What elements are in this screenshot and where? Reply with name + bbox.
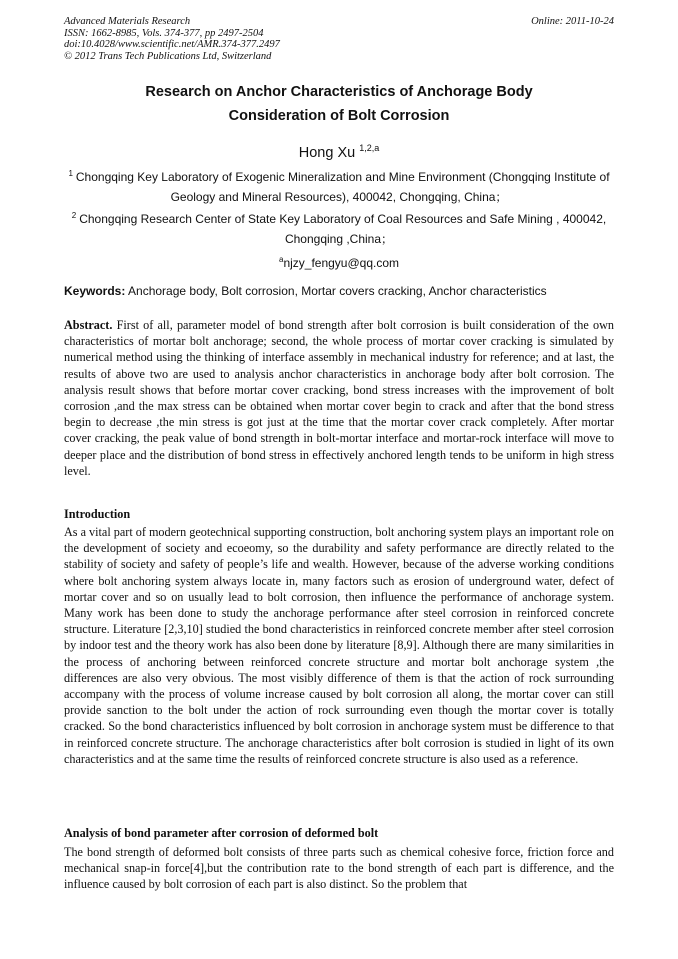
affiliation-2-text: Chongqing Research Center of State Key Laboratory of Coal Resources and Safe Mining , 400042, Chongqing ,China；	[79, 212, 607, 246]
email-address: njzy_fengyu@qq.com	[283, 256, 400, 270]
issn-line: ISSN: 1662-8985, Vols. 374-377, pp 2497-2504	[64, 27, 264, 39]
affiliation-1	[64, 164, 614, 207]
affiliation-1-text: Chongqing Key Laboratory of Exogenic Mineralization and Mine Environment (Chongqing Institute of Geology and Mineral Resources), 400042, Chongqing, China；	[75, 170, 610, 204]
keywords-text: Anchorage body, Bolt corrosion, Mortar covers cracking, Anchor characteristics	[125, 284, 547, 298]
title-line-2: Consideration of Bolt Corrosion	[228, 108, 450, 124]
affiliation-2-mark: 2	[71, 211, 77, 220]
copyright-line: © 2012 Trans Tech Publications Ltd, Switzerland	[64, 50, 272, 62]
affiliation-2	[64, 206, 614, 249]
online-date: Online: 2011-10-24	[531, 16, 614, 27]
keywords	[64, 282, 614, 300]
journal-header	[64, 16, 614, 62]
bond-analysis-text: The bond strength of deformed bolt consists of three parts such as chemical cohesive force, friction force and mechanical snap-in force[4],but the contribution rate to the bond strength of each part is difference, and the influence caused by bolt corrosion of each part is also distinct. So the problem that	[64, 845, 614, 892]
journal-name: Advanced Materials Research	[64, 16, 191, 27]
author-name: Hong Xu	[298, 145, 356, 161]
author-affiliation-marks: 1,2,a	[359, 143, 380, 153]
abstract-label: Abstract.	[64, 318, 113, 332]
introduction-text: As a vital part of modern geotechnical supporting construction, bolt anchoring system plays an important role on the development of society and ecoeomy, so the durability and safety performance are directly related to the stability of society and safety of people’s life and wealth. However, because of the adverse working conditions where bolt anchoring system always locate in, many factors such as erosion of underground water, defect of mortar cover and so on usually lead to bolt corrosion, then influence the performance of anchorage system. Many work has been done to study the anchorage performance after steel corrosion in reinforced concrete structure. Literature [2,3,10] studied the bond characteristics in reinforced concrete member after steel corrosion by indoor test and the theory work has also been done by literature [8,9]. Although there are many similarities in the process of anchoring between reinforced concrete structure and mortar bolt anchorage system ,the differences are also very obvious. The most visibly difference of them is that the action of rock surrounding accompany with the process of volume increase caused by bolt corrosion all along, the mortar cover can still provide sanction to the bolt under the action of rock surrounding even though the mortar cover is totally cracked. So the bond characteristics influenced by bolt corrosion in anchorage system must be difference to that in reinforced concrete structure. The anchorage characteristics after bolt corrosion is studied in light of its own characteristics and at the same time the results of reinforced concrete structure is also used as a reference.	[64, 525, 615, 766]
title-line-1: Research on Anchor Characteristics of Anchorage Body	[145, 84, 533, 100]
email-mark: a	[278, 255, 284, 264]
paper-title	[64, 80, 614, 128]
introduction-heading: Introduction	[64, 507, 131, 521]
bond-analysis-heading: Analysis of bond parameter after corrosion of deformed bolt	[64, 826, 379, 840]
author-email	[64, 251, 614, 272]
affiliation-1-mark: 1	[68, 169, 73, 178]
doi-line: doi:10.4028/www.scientific.net/AMR.374-377.2497	[64, 39, 280, 50]
abstract	[64, 317, 614, 479]
abstract-text: First of all, parameter model of bond strength after bolt corrosion is built consideration of the own characteristics of mortar bolt anchorage; second, the whole process of mortar cover cracking is simulated by numerical method using the thinking of interface assembly in mechanical industry for reference; and at last, the results of above two are used to analysis anchor characteristics in anchorage body after bolt corrosion. The analysis result shows that before mortar cover cracking, bond stress increases with the improvement of bolt corrosion ,and the max stress can be obtained when mortar cover begin to crack and after that the bond stress begin to decrease ,the min stress is got just at the time that the mortar cover crack completely. After mortar cover cracking, the peak value of bond strength in bolt-mortar interface and mortar-rock interface will move to deeper place and the distribution of bond stress in effectively anchored length tends to be uniform in high stress level.	[64, 318, 614, 478]
author-line	[64, 139, 614, 162]
keywords-label: Keywords:	[64, 284, 126, 298]
